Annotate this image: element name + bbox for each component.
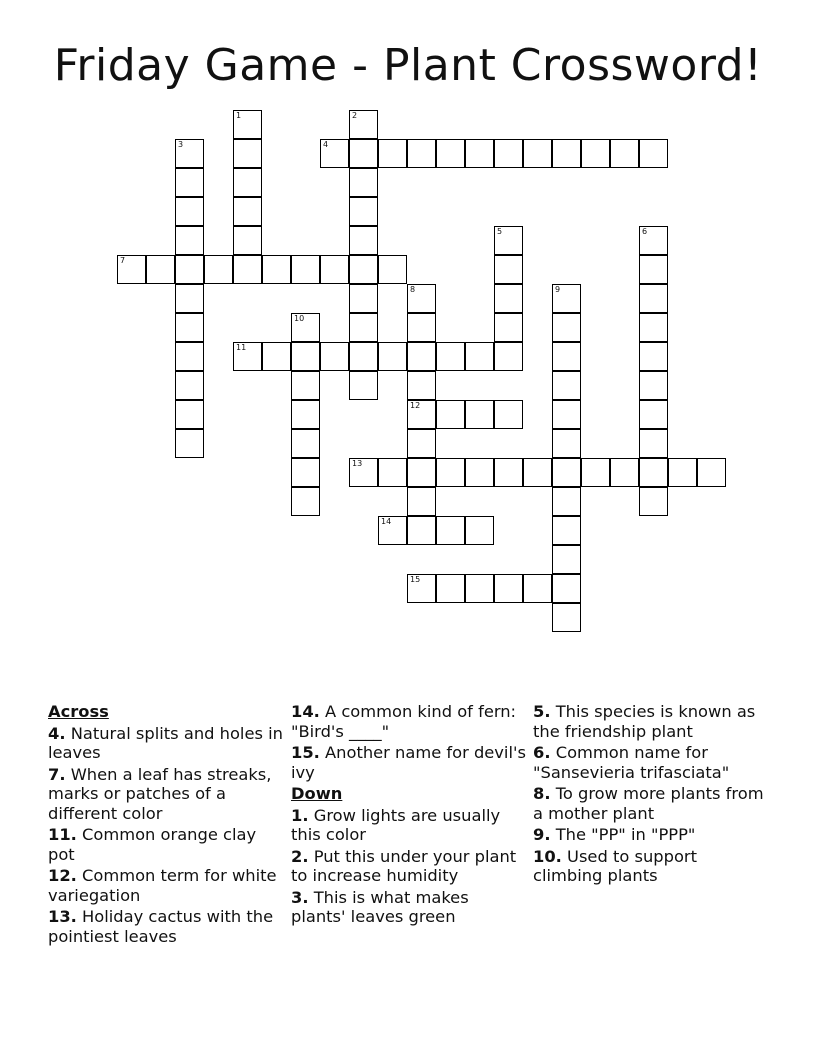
cell-number: 3 [178,140,184,149]
grid-cell[interactable] [233,342,262,371]
clue-across-7: 7. When a leaf has streaks, marks or patches of a different color [48,764,272,823]
grid-cell[interactable] [523,458,552,487]
grid-cell[interactable] [552,139,581,168]
grid-cell[interactable] [407,429,436,458]
grid-cell[interactable] [291,371,320,400]
grid-cell[interactable] [552,574,581,603]
grid-cell[interactable] [175,197,204,226]
across-header: Across [48,702,109,721]
clue-down-3: 3. This is what makes plants' leaves green [291,887,469,926]
grid-cell[interactable] [610,458,639,487]
grid-cell[interactable] [465,342,494,371]
grid-cell[interactable] [639,255,668,284]
grid-cell[interactable] [378,139,407,168]
grid-cell[interactable] [552,342,581,371]
grid-cell[interactable] [639,139,668,168]
grid-cell[interactable] [175,255,204,284]
grid-cell[interactable] [175,429,204,458]
cell-number: 9 [555,285,561,294]
grid-cell[interactable] [465,458,494,487]
grid-cell[interactable] [407,313,436,342]
grid-cell[interactable] [407,458,436,487]
grid-cell[interactable] [320,342,349,371]
grid-cell[interactable] [552,603,581,632]
grid-cell[interactable] [436,400,465,429]
grid-cell[interactable] [639,284,668,313]
clue-down-5: 5. This species is known as the friendship plant [533,702,756,741]
grid-cell[interactable] [465,574,494,603]
clue-down-1: 1. Grow lights are usually this color [291,805,501,844]
grid-cell[interactable] [175,400,204,429]
grid-cell[interactable] [349,458,378,487]
clue-down-8: 8. To grow more plants from a mother plant [533,784,764,823]
grid-cell[interactable] [291,313,320,342]
cell-number: 6 [642,227,648,236]
clue-down-2: 2. Put this under your plant to increase humidity [291,846,517,885]
clue-across-15: 15. Another name for devil's ivy [291,743,526,782]
grid-cell[interactable] [175,139,204,168]
grid-cell[interactable] [552,429,581,458]
grid-cell[interactable] [175,313,204,342]
grid-cell[interactable] [552,371,581,400]
clue-down-6: 6. Common name for "Sansevieria trifasciata" [533,743,730,782]
grid-cell[interactable] [436,458,465,487]
grid-cell[interactable] [175,226,204,255]
grid-cell[interactable] [349,139,378,168]
grid-cell[interactable] [494,458,523,487]
down-header: Down [291,784,343,803]
grid-cell[interactable] [117,255,146,284]
grid-cell[interactable] [639,226,668,255]
grid-cell[interactable] [407,371,436,400]
grid-cell[interactable] [233,226,262,255]
clue-across-14: 14. A common kind of fern: "Bird's ____" [291,702,517,741]
grid-cell[interactable] [175,168,204,197]
grid-cell[interactable] [291,458,320,487]
grid-cell[interactable] [262,255,291,284]
cell-number: 5 [497,227,503,236]
clue-down-9: 9. The "PP" in "PPP" [533,825,696,844]
grid-cell[interactable] [465,400,494,429]
grid-cell[interactable] [291,429,320,458]
grid-cell[interactable] [436,139,465,168]
grid-cell[interactable] [494,255,523,284]
grid-cell[interactable] [407,400,436,429]
grid-cell[interactable] [407,342,436,371]
grid-cell[interactable] [378,255,407,284]
grid-cell[interactable] [552,313,581,342]
grid-cell[interactable] [436,574,465,603]
clue-across-12: 12. Common term for white variegation [48,866,277,905]
grid-cell[interactable] [552,487,581,516]
grid-cell[interactable] [349,226,378,255]
grid-cell[interactable] [291,487,320,516]
grid-cell[interactable] [610,139,639,168]
grid-cell[interactable] [175,342,204,371]
grid-cell[interactable] [639,342,668,371]
grid-cell[interactable] [668,458,697,487]
cell-number: 2 [352,111,358,120]
grid-cell[interactable] [349,168,378,197]
grid-cell[interactable] [494,574,523,603]
clue-across-13: 13. Holiday cactus with the pointiest leaves [48,907,274,946]
grid-cell[interactable] [291,255,320,284]
grid-cell[interactable] [436,342,465,371]
grid-cell[interactable] [233,139,262,168]
grid-cell[interactable] [407,574,436,603]
grid-cell[interactable] [175,284,204,313]
clue-across-4: 4. Natural splits and holes in leaves [48,723,283,762]
clue-across-11: 11. Common orange clay pot [48,825,257,864]
grid-cell[interactable] [552,284,581,313]
cell-number: 14 [381,517,392,526]
grid-cell[interactable] [639,313,668,342]
cell-number: 11 [236,343,247,352]
grid-cell[interactable] [581,139,610,168]
grid-cell[interactable] [523,139,552,168]
cell-number: 1 [236,111,242,120]
grid-cell[interactable] [320,139,349,168]
grid-cell[interactable] [494,284,523,313]
grid-cell[interactable] [349,342,378,371]
grid-cell[interactable] [378,342,407,371]
grid-cell[interactable] [639,429,668,458]
grid-cell[interactable] [494,400,523,429]
grid-cell[interactable] [407,139,436,168]
grid-cell[interactable] [407,516,436,545]
grid-cell[interactable] [494,313,523,342]
grid-cell[interactable] [233,255,262,284]
grid-cell[interactable] [436,516,465,545]
cell-number: 7 [120,256,126,265]
grid-cell[interactable] [494,342,523,371]
cell-number: 10 [294,314,305,323]
clue-down-10: 10. Used to support climbing plants [533,846,697,885]
cell-number: 8 [410,285,416,294]
cell-number: 13 [352,459,363,468]
grid-cell[interactable] [552,458,581,487]
grid-cell[interactable] [204,255,233,284]
grid-cell[interactable] [465,139,494,168]
grid-cell[interactable] [639,371,668,400]
grid-cell[interactable] [552,400,581,429]
grid-cell[interactable] [349,197,378,226]
grid-cell[interactable] [494,226,523,255]
grid-cell[interactable] [349,371,378,400]
grid-cell[interactable] [291,400,320,429]
grid-cell[interactable] [639,487,668,516]
grid-cell[interactable] [262,342,291,371]
grid-cell[interactable] [349,110,378,139]
clue-column-1 [48,702,283,948]
grid-cell[interactable] [465,516,494,545]
grid-cell[interactable] [552,516,581,545]
grid-cell[interactable] [378,458,407,487]
grid-cell[interactable] [320,255,349,284]
grid-cell[interactable] [407,284,436,313]
grid-cell[interactable] [175,371,204,400]
grid-cell[interactable] [378,516,407,545]
cell-number: 15 [410,575,421,584]
grid-cell[interactable] [581,458,610,487]
grid-cell[interactable] [291,342,320,371]
grid-cell[interactable] [146,255,175,284]
grid-cell[interactable] [349,255,378,284]
grid-cell[interactable] [349,313,378,342]
grid-cell[interactable] [639,400,668,429]
cell-number: 12 [410,401,421,410]
grid-cell[interactable] [523,574,552,603]
grid-cell[interactable] [233,197,262,226]
puzzle-title: Friday Game - Plant Crossword! [53,40,763,91]
cell-number: 4 [323,140,329,149]
clue-column-2 [291,702,526,929]
grid-cell[interactable] [407,487,436,516]
grid-cell[interactable] [233,168,262,197]
grid-cell[interactable] [233,110,262,139]
grid-cell[interactable] [552,545,581,574]
grid-cell[interactable] [349,284,378,313]
grid-cell[interactable] [639,458,668,487]
grid-cell[interactable] [697,458,726,487]
clue-column-3 [533,702,768,888]
grid-cell[interactable] [494,139,523,168]
